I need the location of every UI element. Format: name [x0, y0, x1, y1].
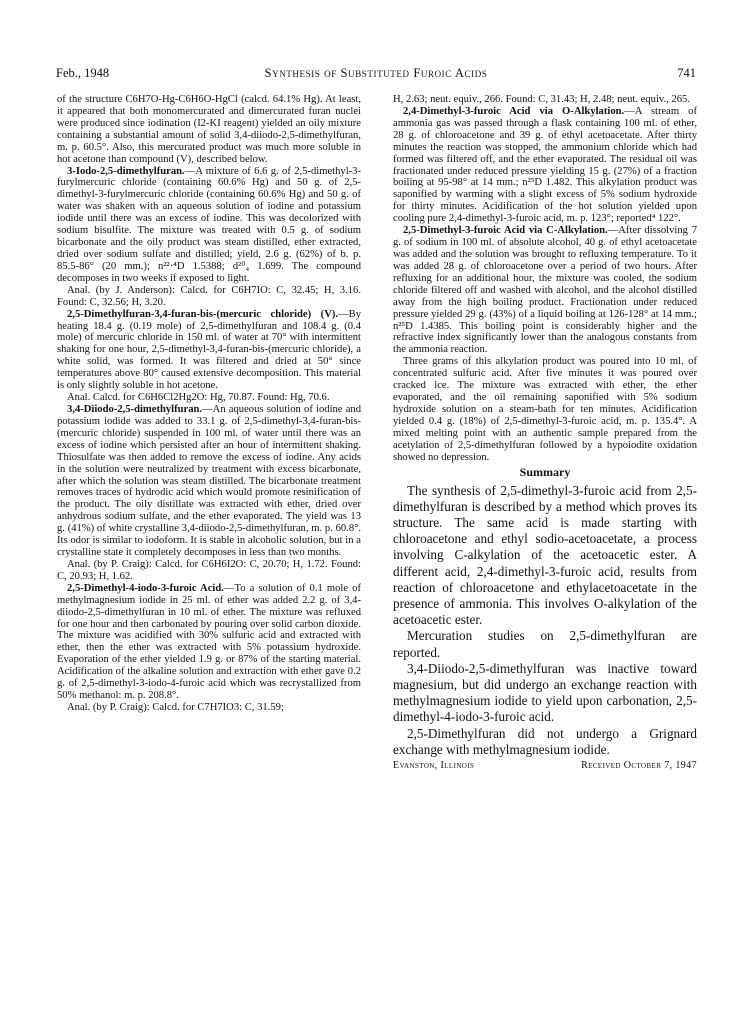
- paragraph-diiodo-dimethylfuran: [57, 404, 361, 559]
- paragraph-iodo-furoic-acid: [57, 583, 361, 702]
- section-body: —A stream of ammonia gas was passed through a flask containing 100 ml. of ether, 28 g. of chloroacetone and 39 g. of ethyl acetoacetate. After thirty minutes the reaction was stopped, the ammonium chloride which had formed was filtered off, and the ether evaporated. The residual oil was fractionated under reduced pressure yielding 15 g. (27%) of a fraction boiling at 95-98° at 14 mm.; n²⁵D 1.482. This alkylation product was saponified by warming with a slight excess of 5% sodium hydroxide for thirty minutes. Acidification of the hot solution yielded upon cooling pure 2,4-dimethyl-3-furoic acid, m. p. 123°; reported⁴ 122°.: [393, 105, 697, 225]
- section-title: 2,5-Dimethyl-4-iodo-3-furoic Acid.: [67, 582, 224, 594]
- received-date: Received October 7, 1947: [581, 759, 697, 771]
- summary-paragraph: Mercuration studies on 2,5-dimethylfuran are reported.: [393, 628, 697, 660]
- section-title: 2,4-Dimethyl-3-furoic Acid via O-Alkylation.: [403, 105, 625, 117]
- paragraph-alkylation-product: Three grams of this alkylation product was poured into 10 ml. of concentrated sulfuric acid. After five minutes it was poured over cracked ice. The mixture was extracted with ether, the ether evaporated, and the oil remaining saponified with 5% sodium hydroxide solution on a steam-bath for ten minutes. Acidification yielded 0.4 g. (18%) of 2,5-dimethyl-3-furoic acid, m. p. 135.4°. A mixed melting point with an authentic sample prepared from the acetylation of 2,5-dimethylfuran followed by a hypoiodite oxidation showed no depression.: [393, 356, 697, 463]
- header-title: Synthesis of Substituted Furoic Acids: [264, 66, 488, 80]
- paragraph-analysis: Anal. (by P. Craig): Calcd. for C7H7IO3: C, 31.59;: [67, 702, 284, 714]
- paragraph-mercuration-continued: of the structure C6H7O-Hg-C6H6O-HgCl (calcd. 64.1% Hg). At least, it appeared that both monomercurated and dimercurated furan nuclei were produced since iodination (I2-KI reagent) yielded an oily mixture containing a substantial amount of solid 3,4-diiodo-2,5-dimethylfuran, m. p. 60.5°. Also, this mercurated product was much more soluble in hot acetone than compound (V), described below.: [57, 94, 361, 165]
- author-location: Evanston, Illinois: [393, 759, 475, 771]
- paragraph-c-alkylation: [393, 225, 697, 356]
- summary-heading: Summary: [519, 464, 571, 479]
- section-body: —To a solution of 0.1 mole of methylmagnesium iodide in 25 ml. of ether was added 2.2 g. of 3,4-diiodo-2,5-dimethylfuran in 10 ml. of ether. The mixture was refluxed for one hour and then carbonated by pouring over solid carbon dioxide. The mixture was acidified with 30% sulfuric acid and extracted with ether, then the ether was extracted with 5% potassium hydroxide. Evaporation of the ether yielded 1.9 g. or 87% of the starting material. Acidification of the alkaline solution and extraction with ether gave 0.2 g. of 2,5-dimethyl-3-iodo-4-furoic acid which was recrystallized from 50% methanol: m. p. 208.8°.: [57, 582, 361, 702]
- header-date: Feb., 1948: [56, 66, 110, 80]
- summary-section: [393, 464, 697, 758]
- summary-paragraph: The synthesis of 2,5-dimethyl-3-furoic acid from 2,5-dimethylfuran is described by a method which proves its structure. The same acid is made starting with chloroacetone and ethyl sodio-acetoacetate, a process involving C-alkylation of the acetoacetic ester. A different acid, 2,4-dimethyl-3-furoic acid, results from reaction of chloroacetone and ethylacetoacetate in the presence of ammonia. This involves O-alkylation of the acetoacetic ester.: [393, 482, 697, 628]
- section-body: —An aqueous solution of iodine and potassium iodide was added to 33.1 g. of 2,5-dimethyl-3,4-furan-bis-(mercuric chloride) suspended in 100 ml. of water until there was an excess of iodine which persisted after an hour of intermittent shaking. Thiosulfate was then added to remove the excess of iodine. Any acids in the solution were neutralized by treatment with excess bicarbonate, after which the solution was steam distilled. The bicarbonate treatment removes traces of hydrodic acid which would promote resinification of the product. The oily distillate was extracted with ether, dried over anhydrous sodium sulfate, and the ether evaporated. The yield was 13 g. (41%) of white crystalline 3,4-diiodo-2,5-dimethylfuran, m. p. 60.8°. Its odor is similar to iodoform. It is stable in alcoholic solution, but in a crystalline state it completely decomposes in less than two months.: [57, 403, 361, 559]
- paragraph-o-alkylation: [393, 106, 697, 225]
- paragraph-analysis: Anal. (by J. Anderson): Calcd. for C6H7IO: C, 32.45; H, 3.16. Found: C, 32.56; H, 3.20.: [57, 284, 361, 308]
- section-body: —After dissolving 7 g. of sodium in 100 ml. of absolute alcohol, 40 g. of ethyl acetoacetate was added and the solution was brought to refluxing temperature. To it was added 28 g. of chloroacetone over a period of two hours. After refluxing for an additional hour, the mixture was cooled, the sodium chloride filtered off and washed with alcohol, and the alcohol distilled away from the high boiling product. Fractionation under reduced pressure yielded 29 g. (43%) of a liquid boiling at 126-128° at 14 mm.; n²⁵D 1.4385. This boiling point is considerably higher and the refractive index significantly lower than the analogous constants from the ammonia reaction.: [393, 225, 697, 356]
- paragraph-bis-mercuric-chloride: [57, 309, 361, 392]
- section-title: 2,5-Dimethylfuran-3,4-furan-bis-(mercuric chloride) (V).: [67, 308, 339, 320]
- right-column: [393, 94, 697, 772]
- page-number: 741: [677, 66, 696, 80]
- article-footer: [393, 760, 697, 772]
- paragraph-analysis: Anal. (by P. Craig): Calcd. for C6H6I2O: C, 20.70; H, 1.72. Found: C, 20.93; H, 1.62.: [57, 558, 361, 582]
- section-body: —A mixture of 6.6 g. of 2,5-dimethyl-3-furylmercuric chloride (containing 60.6% Hg) and 50 g. of 2,5-dimethyl-3-furylmercuric chloride (containing 60.6% Hg) and 50 g. of water was shaken with an aqueous solution of iodine and potassium iodide until there was an excess of iodine. This was decolorized with sodium bisulfite. The mixture was treated with 0.5 g. of sodium bicarbonate and the oily product was steam distilled, ether extracted, dried over sodium sulfate and distilled; yield, 2.6 g. (62%) of b. p. 85.5-86° (20 mm.); n²²·⁴D 1.5388; d²⁰₄ 1.699. The compound decomposes in two weeks if exposed to light.: [57, 165, 361, 284]
- section-title: 3,4-Diiodo-2,5-dimethylfuran.: [67, 403, 203, 415]
- running-header: [56, 66, 696, 82]
- paragraph-analysis-continued: H, 2.63; neut. equiv., 266. Found: C, 31.43; H, 2.48; neut. equiv., 265.: [393, 94, 691, 105]
- left-column: [57, 94, 361, 714]
- section-body: —By heating 18.4 g. (0.19 mole) of 2,5-dimethylfuran and 108.4 g. (0.4 mole) of mercuric chloride in 150 ml. of water at 70° with intermittent shaking for one hour, 2,5-dimethyl-3,4-furan-bis-(mercuric chloride), a white solid, was formed. It was filtered and dried at 50° since temperatures above 80° caused extensive decomposition. This material is only slightly soluble in hot acetone.: [57, 308, 361, 392]
- paragraph-iodo-dimethylfuran: [57, 166, 361, 285]
- paragraph-analysis: Anal. Calcd. for C6H6Cl2Hg2O: Hg, 70.87. Found: Hg, 70.6.: [67, 392, 330, 404]
- section-title: 2,5-Dimethyl-3-furoic Acid via C-Alkylation.: [403, 225, 608, 237]
- summary-paragraph: 2,5-Dimethylfuran did not undergo a Grignard exchange with methylmagnesium iodide.: [393, 725, 697, 757]
- summary-paragraph: 3,4-Diiodo-2,5-dimethylfuran was inactive toward magnesium, but did undergo an exchange reaction with methylmagnesium iodide to yield upon carbonation, 2,5-dimethyl-4-iodo-3-furoic acid.: [393, 660, 697, 725]
- section-title: 3-Iodo-2,5-dimethylfuran.: [67, 165, 185, 177]
